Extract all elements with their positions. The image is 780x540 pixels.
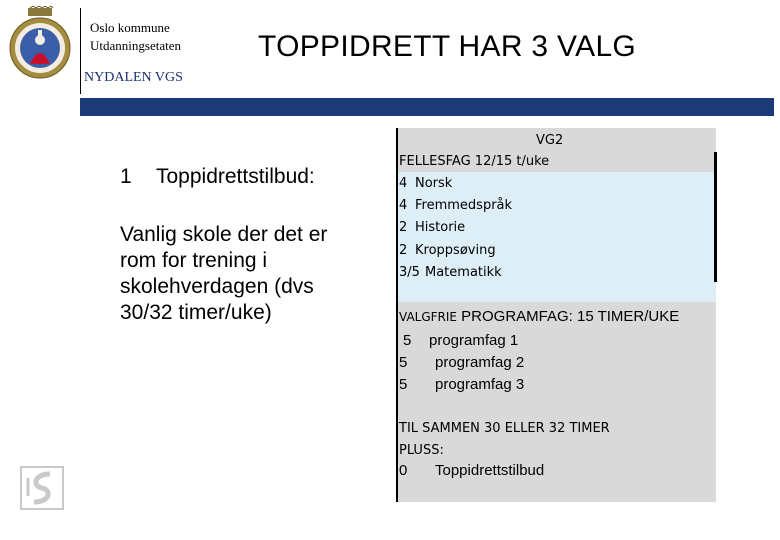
panel-border-right xyxy=(714,152,717,282)
fellesfag-row: 4 Norsk xyxy=(399,176,453,191)
programfag-row: 5 programfag 3 xyxy=(399,376,525,393)
fellesfag-row: 3/5 Matematikk xyxy=(399,265,502,280)
school-name: NYDALEN VGS xyxy=(84,70,183,85)
programfag-row: 5 programfag 1 xyxy=(403,332,519,349)
fellesfag-heading: FELLESFAG 12/15 t/uke xyxy=(399,154,550,169)
panel-border-left xyxy=(396,128,398,502)
header-band xyxy=(80,98,774,116)
fellesfag-row: 2 Kroppsøving xyxy=(399,243,496,258)
page-title: TOPPIDRETT HAR 3 VALG xyxy=(258,30,637,63)
header-divider xyxy=(80,8,81,94)
programfag-list xyxy=(399,330,524,396)
left-heading xyxy=(120,165,315,189)
oslo-s-logo xyxy=(20,466,64,510)
pluss-label: PLUSS: xyxy=(399,443,444,458)
fellesfag-row: 4 Fremmedspråk xyxy=(399,198,513,213)
programfag-row: 5 programfag 2 xyxy=(399,354,525,371)
total-hours-text: TIL SAMMEN 30 ELLER 32 TIMER xyxy=(399,421,610,436)
oslo-kommune-seal-logo xyxy=(8,6,72,82)
option-description: Vanlig skole der det er rom for trening i skolehverdagen (dvs 30/32 timer/uke) xyxy=(120,223,328,324)
org-name: Oslo kommune xyxy=(90,20,170,35)
total-hours xyxy=(399,418,610,462)
panel-header: VG2 xyxy=(536,133,564,148)
fellesfag-row: 2 Historie xyxy=(399,220,466,235)
option-number: 1 xyxy=(120,165,132,188)
option-title: Toppidrettstilbud: xyxy=(156,165,315,188)
toppidrett-row: 0 Toppidrettstilbud xyxy=(399,462,545,479)
fellesfag-highlight xyxy=(396,172,716,302)
org-department: Utdanningsetaten xyxy=(90,38,181,53)
valgfrie-heading: VALGFRIE PROGRAMFAG: 15 TIMER/UKE xyxy=(399,308,680,325)
